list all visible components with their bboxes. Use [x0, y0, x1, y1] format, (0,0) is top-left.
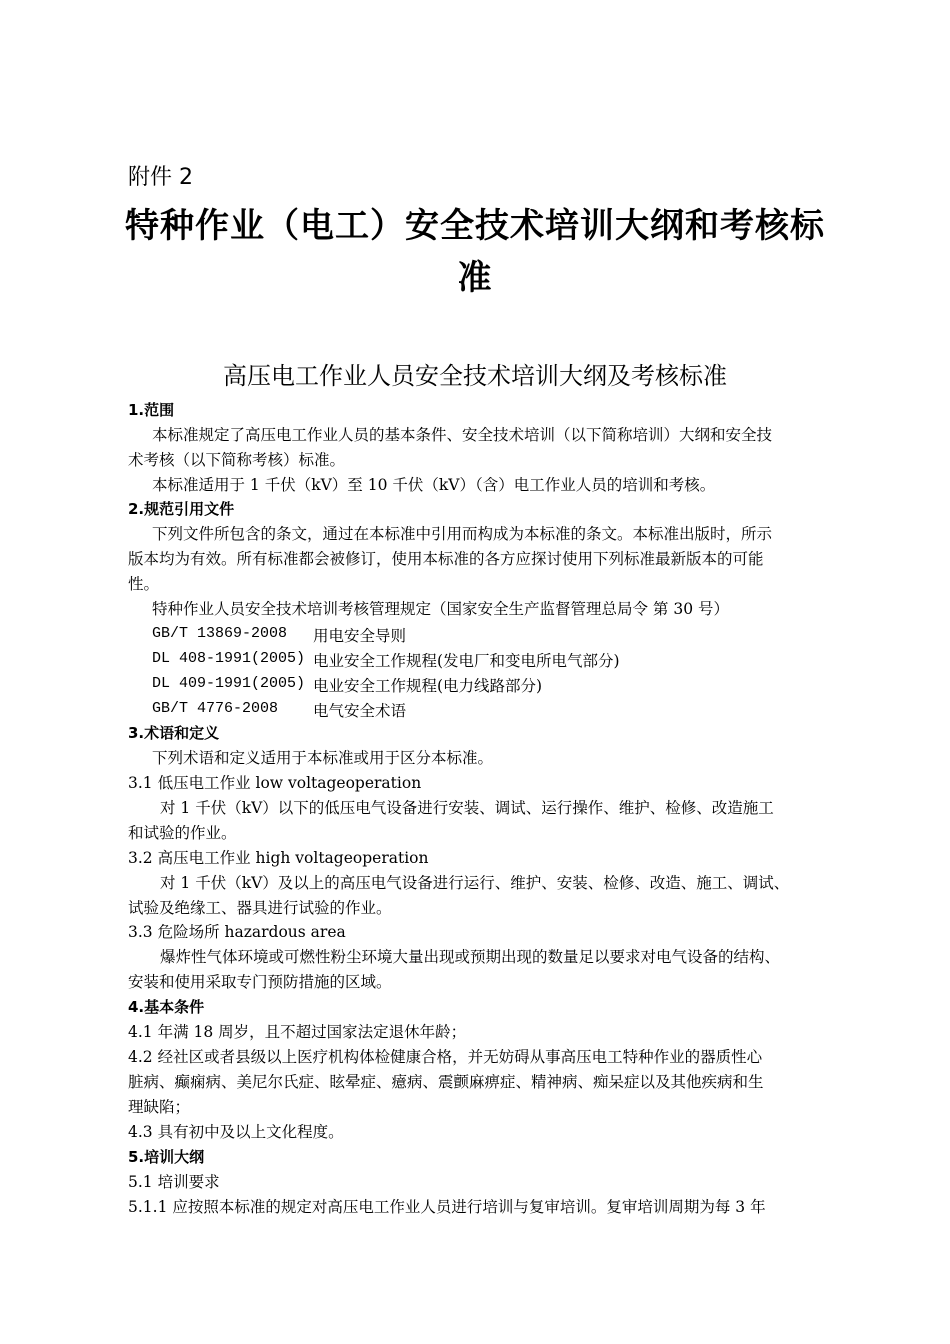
- section-heading-2: 2.规范引用文件: [128, 500, 235, 518]
- section-heading-4: 4.基本条件: [128, 998, 205, 1016]
- paragraph: 对 1 千伏（kV）及以上的高压电气设备进行运行、维护、安装、检修、改造、施工、调试、: [160, 874, 790, 892]
- condition-item: 4.3 具有初中及以上文化程度。: [128, 1123, 344, 1141]
- paragraph: 下列文件所包含的条文，通过在本标准中引用而构成为本标准的条文。本标准出版时，所示: [152, 525, 773, 543]
- ref-code: DL 408-1991(2005): [152, 650, 306, 667]
- ref-code: DL 409-1991(2005): [152, 675, 306, 692]
- paragraph: 术考核（以下简称考核）标准。: [128, 451, 346, 469]
- section-heading-3: 3.术语和定义: [128, 724, 220, 742]
- term-heading: 3.2 高压电工作业 high voltageoperation: [128, 849, 429, 867]
- attachment-label: 附件 2: [128, 165, 193, 190]
- paragraph: 对 1 千伏（kV）以下的低压电气设备进行安装、调试、运行操作、维护、检修、改造施工: [160, 799, 774, 817]
- paragraph: 下列术语和定义适用于本标准或用于区分本标准。: [152, 749, 494, 767]
- term-heading: 3.1 低压电工作业 low voltageoperation: [128, 774, 422, 792]
- paragraph: 版本均为有效。所有标准都会被修订，使用本标准的各方应探讨使用下列标准最新版本的可能: [128, 550, 764, 568]
- paragraph: 试验及绝缘工、器具进行试验的作业。: [128, 899, 392, 917]
- paragraph: 本标准规定了高压电工作业人员的基本条件、安全技术培训（以下简称培训）大纲和安全技: [152, 426, 773, 444]
- ref-name: 电气安全术语: [313, 702, 407, 720]
- ref-code: GB/T 13869-2008: [152, 625, 288, 642]
- paragraph: 脏病、癫痫病、美尼尔氏症、眩晕症、癔病、震颤麻痹症、精神病、痴呆症以及其他疾病和生: [128, 1073, 764, 1091]
- paragraph: 性。: [128, 575, 160, 593]
- paragraph: 理缺陷；: [128, 1098, 191, 1116]
- section-heading-1: 1.范围: [128, 401, 175, 419]
- main-title-line2: 准: [457, 258, 493, 298]
- regulation-reference: 特种作业人员安全技术培训考核管理规定（国家安全生产监督管理总局令 第 30 号）: [152, 600, 730, 618]
- main-title-line1: 特种作业（电工）安全技术培训大纲和考核标: [125, 206, 825, 246]
- paragraph: 和试验的作业。: [128, 824, 237, 842]
- section-heading-5: 5.培训大纲: [128, 1148, 205, 1166]
- paragraph: 本标准适用于 1 千伏（kV）至 10 千伏（kV）（含）电工作业人员的培训和考核。: [152, 476, 716, 494]
- term-heading: 3.3 危险场所 hazardous area: [128, 923, 346, 941]
- condition-item: 4.1 年满 18 周岁，且不超过国家法定退休年龄；: [128, 1023, 467, 1041]
- ref-name: 电业安全工作规程(发电厂和变电所电气部分): [313, 652, 620, 670]
- paragraph: 安装和使用采取专门预防措施的区域。: [128, 973, 392, 991]
- paragraph: 5.1.1 应按照本标准的规定对高压电工作业人员进行培训与复审培训。复审培训周期为每 3 年: [128, 1198, 766, 1216]
- subsection-heading: 5.1 培训要求: [128, 1173, 220, 1191]
- ref-name: 电业安全工作规程(电力线路部分): [313, 677, 543, 695]
- paragraph: 爆炸性气体环境或可燃性粉尘环境大量出现或预期出现的数量足以要求对电气设备的结构、: [160, 948, 781, 966]
- ref-name: 用电安全导则: [313, 627, 407, 645]
- condition-item: 4.2 经社区或者县级以上医疗机构体检健康合格，并无妨碍从事高压电工特种作业的器质性心: [128, 1048, 763, 1066]
- sub-title: 高压电工作业人员安全技术培训大纲及考核标准: [223, 362, 727, 390]
- ref-code: GB/T 4776-2008: [152, 700, 279, 717]
